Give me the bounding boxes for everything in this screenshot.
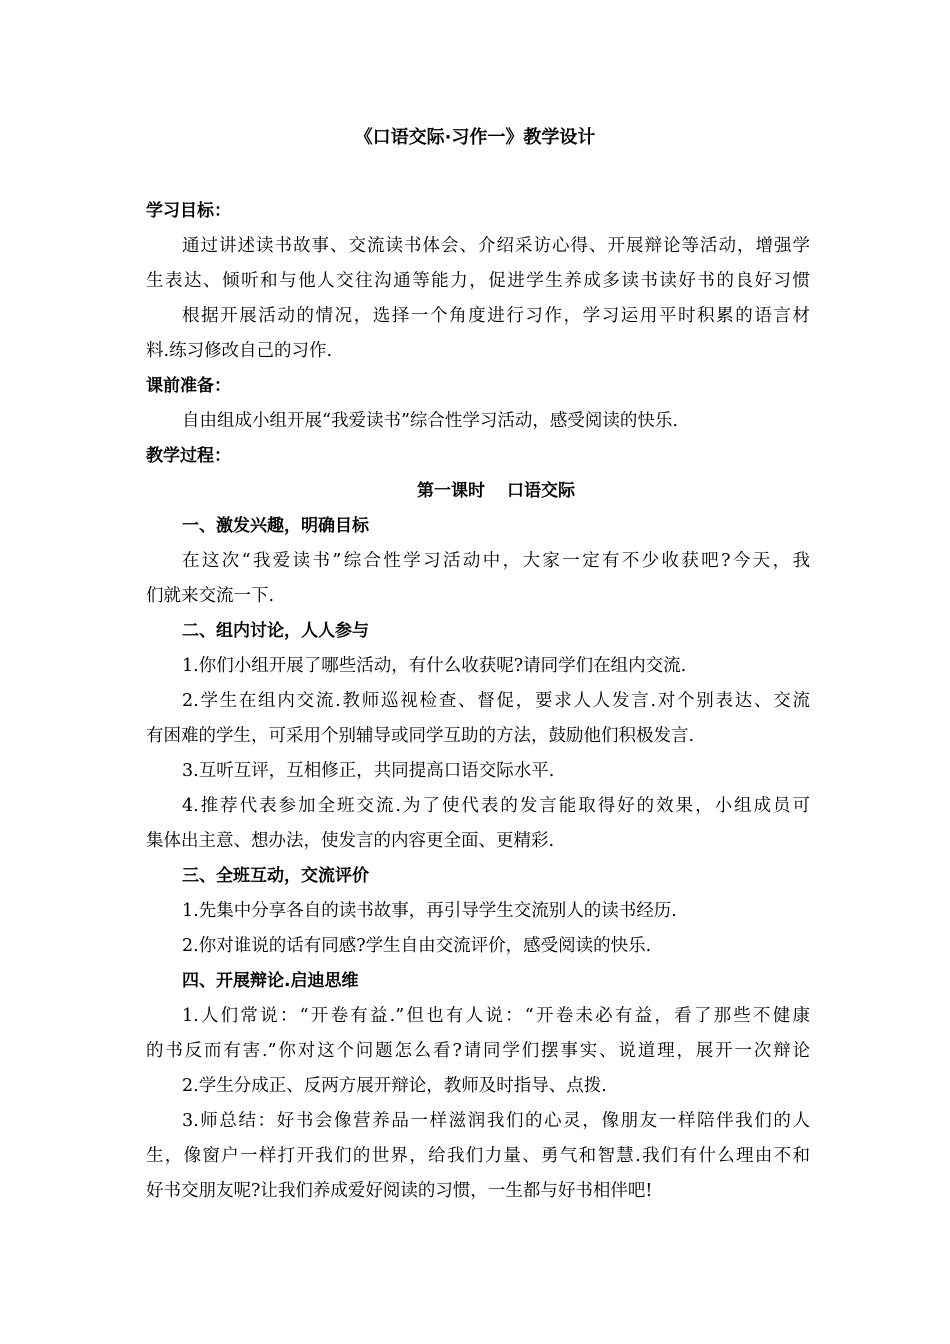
- step1-p1-line2: 们就来交流一下.: [146, 586, 275, 606]
- lesson-title-topic: 口语交际: [507, 481, 575, 501]
- step2-item4-line2: 集体出主意、想办法，使发言的内容更全面、更精彩.: [146, 831, 555, 851]
- document-body: [146, 194, 810, 1209]
- prep-p1: 自由组成小组开展“我爱读书”综合性学习活动，感受阅读的快乐.: [182, 411, 678, 431]
- goals-p2-line2: 料.练习修改自己的习作.: [146, 341, 333, 361]
- step2-item4-line1: 4.推荐代表参加全班交流.为了使代表的发言能取得好的效果，小组成员可: [182, 796, 810, 816]
- step1-p1-line1: 在这次“我爱读书”综合性学习活动中，大家一定有不少收获吧?今天，我: [182, 551, 810, 571]
- step3-item2: 2.你对谁说的话有同感?学生自由交流评价，感受阅读的快乐.: [182, 936, 652, 956]
- goals-p2-line1: 根据开展活动的情况，选择一个角度进行习作，学习运用平时积累的语言材: [182, 306, 810, 326]
- step4-item3-line3: 好书交朋友呢?让我们养成爱好阅读的习惯，一生都与好书相伴吧!: [146, 1181, 653, 1201]
- step4-heading: 四、开展辩论.启迪思维: [182, 971, 359, 991]
- step4-item1-line1: 1.人们常说：“开卷有益.”但也有人说：“开卷未必有益，看了那些不健康: [182, 1006, 810, 1026]
- document-title: 《口语交际·习作一》教学设计: [354, 127, 596, 148]
- step4-item2: 2.学生分成正、反两方展开辩论，教师及时指导、点拨.: [182, 1076, 607, 1096]
- step4-item3-line1: 3.师总结：好书会像营养品一样滋润我们的心灵，像朋友一样陪伴我们的人: [182, 1111, 810, 1131]
- step2-item1: 1.你们小组开展了哪些活动，有什么收获呢?请同学们在组内交流.: [182, 656, 687, 676]
- step2-heading: 二、组内讨论，人人参与: [182, 621, 369, 641]
- lesson-title: [146, 474, 810, 509]
- section-heading-process: 教学过程：: [146, 446, 231, 466]
- step2-item2-line1: 2.学生在组内交流.教师巡视检查、督促，要求人人发言.对个别表达、交流: [182, 691, 810, 711]
- section-heading-goals: 学习目标：: [146, 201, 231, 221]
- lesson-title-period: 第一课时: [417, 481, 485, 501]
- goals-p1-line2: 生表达、倾听和与他人交往沟通等能力，促进学生养成多读书读好书的良好习惯: [146, 271, 810, 291]
- step1-heading: 一、激发兴趣，明确目标: [182, 516, 369, 536]
- step3-item1: 1.先集中分享各自的读书故事，再引导学生交流别人的读书经历.: [182, 901, 677, 921]
- step2-item2-line2: 有困难的学生，可采用个别辅导或同学互助的方法，鼓励他们积极发言.: [146, 726, 695, 746]
- step3-heading: 三、全班互动，交流评价: [182, 866, 369, 886]
- step4-item1-line2: 的书反而有害.”你对这个问题怎么看?请同学们摆事实、说道理，展开一次辩论: [146, 1041, 810, 1061]
- section-heading-prep: 课前准备：: [146, 376, 231, 396]
- step2-item3: 3.互听互评，互相修正，共同提高口语交际水平.: [182, 761, 555, 781]
- step4-item3-line2: 生，像窗户一样打开我们的世界，给我们力量、勇气和智慧.我们有什么理由不和: [146, 1146, 810, 1166]
- goals-p1-line1: 通过讲述读书故事、交流读书体会、介绍采访心得、开展辩论等活动，增强学: [182, 236, 810, 256]
